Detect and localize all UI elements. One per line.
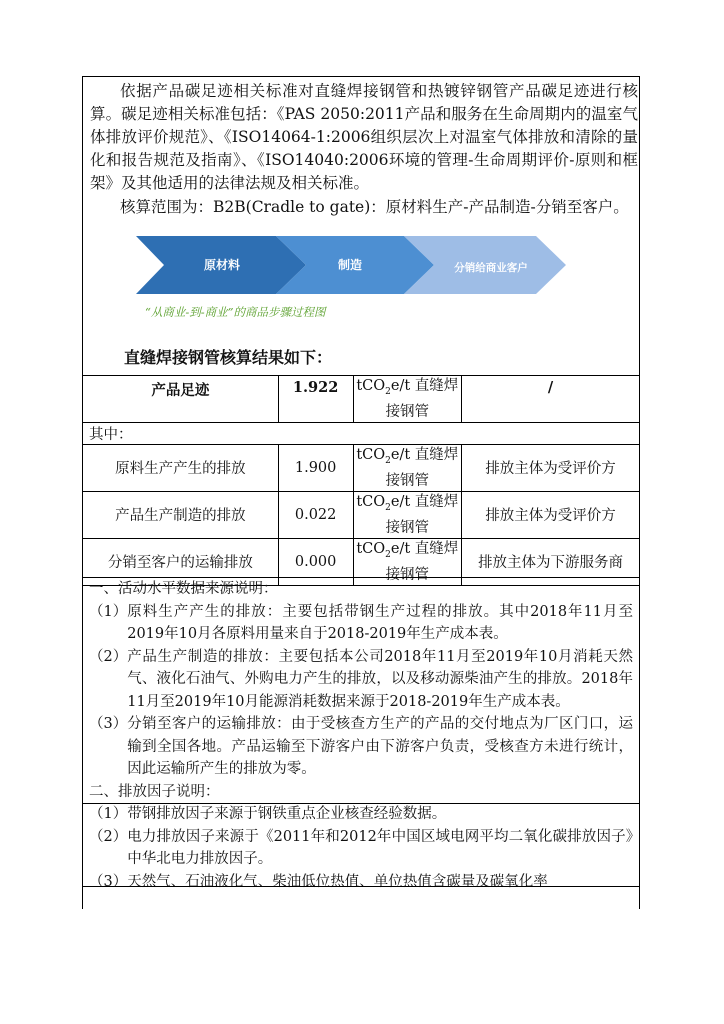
row-note: 排放主体为受评价方 xyxy=(462,491,640,538)
list-item xyxy=(83,601,639,646)
section-title: 直缝焊接钢管核算结果如下： xyxy=(124,348,333,367)
row-value: 0.000 xyxy=(278,538,353,585)
list-item-number: （1） xyxy=(89,603,128,620)
list-item-number: （2） xyxy=(89,828,128,845)
list-item-text: 天然气、石油液化气、柴油低位热值、单位热值含碳量及碳氧化率 xyxy=(127,873,548,890)
notes-divider-1 xyxy=(82,803,640,804)
list-item-number: （2） xyxy=(89,648,128,665)
total-note: / xyxy=(462,376,640,423)
row-unit: tCO$_2$e/t 直缝焊接钢管 xyxy=(353,444,462,491)
subheader-label: 其中： xyxy=(83,422,640,444)
results-table xyxy=(82,375,640,586)
total-label: 产品足迹 xyxy=(83,376,279,423)
notes-heading-activity-data: 一、活动水平数据来源说明： xyxy=(89,581,278,597)
row-label: 产品生产制造的排放 xyxy=(83,491,279,538)
list-item-number: （3） xyxy=(89,716,128,732)
list-item-text: 带钢排放因子来源于钢铁重点企业核查经验数据。 xyxy=(127,806,447,822)
total-value: 1.922 xyxy=(278,376,353,423)
list-item xyxy=(83,713,639,781)
list-item xyxy=(83,826,639,871)
list-item xyxy=(83,871,639,894)
list-item-number: （3） xyxy=(89,873,128,890)
process-diagram-caption: “从商业-到-商业”的商品步骤过程图 xyxy=(145,305,326,319)
list-item xyxy=(83,646,639,714)
row-label: 原料生产产生的排放 xyxy=(83,444,279,491)
table-row-subheader xyxy=(83,422,640,444)
list-item-number: （1） xyxy=(89,806,128,822)
row-value: 0.022 xyxy=(278,491,353,538)
row-label: 分销至客户的运输排放 xyxy=(83,538,279,585)
process-step-label-2: 制造 xyxy=(337,258,363,272)
notes-heading-emission-factors: 二、排放因子说明： xyxy=(89,783,220,800)
list-item-text: 分销至客户的运输排放：由于受核查方生产的产品的交付地点为厂区门口，运输到全国各地。产品运输至下游客户由下游客户负责，受核查方未进行统计，因此运输所产生的排放为零。 xyxy=(127,716,633,777)
list-item-text: 电力排放因子来源于《2011年和2012年中国区域电网平均二氧化碳排放因子》中华北电力排放因子。 xyxy=(127,828,633,867)
total-unit: tCO$_2$e/t 直缝焊接钢管 xyxy=(353,376,462,423)
process-step-label-3: 分销给商业客户 xyxy=(454,262,528,274)
table-row xyxy=(83,444,640,491)
list-item-text: 原料生产产生的排放：主要包括带钢生产过程的排放。其中2018年11月至2019年10月各原料用量来自于2018-2019年生产成本表。 xyxy=(127,603,633,642)
row-unit: tCO$_2$e/t 直缝焊接钢管 xyxy=(353,491,462,538)
process-diagram xyxy=(136,236,566,294)
row-note: 排放主体为下游服务商 xyxy=(462,538,640,585)
process-step-label-1: 原材料 xyxy=(203,258,241,272)
table-row xyxy=(83,491,640,538)
intro-paragraph-standards: 依据产品碳足迹相关标准对直缝焊接钢管和热镀锌钢管产品碳足迹进行核算。碳足迹相关标准包括：《PAS 2050:2011产品和服务在生命周期内的温室气体排放评价规范》、《ISO14064-1:2006组织层次上对温室气体排放和清除的量化和报告规范及指南》、《ISO14040:2006环境的管理-生命周期评价-原则和框架》及其他适用的法律法规及相关标准。 xyxy=(90,82,638,192)
list-item xyxy=(83,803,639,826)
notes-section xyxy=(82,577,640,909)
intro-paragraph-scope: 核算范围为：B2B(Cradle to gate)：原材料生产-产品制造-分销至客户。 xyxy=(120,198,629,216)
notes-divider-2 xyxy=(82,886,640,887)
table-row-total xyxy=(83,376,640,423)
row-value: 1.900 xyxy=(278,444,353,491)
row-note: 排放主体为受评价方 xyxy=(462,444,640,491)
list-item-text: 产品生产制造的排放：主要包括本公司2018年11月至2019年10月消耗天然气、液化石油气、外购电力产生的排放，以及移动源柴油产生的排放。2018年11月至2019年10月能源消耗数据来源于2018-2019年生产成本表。 xyxy=(127,648,633,710)
row-unit: tCO$_2$e/t 直缝焊接钢管 xyxy=(353,538,462,585)
